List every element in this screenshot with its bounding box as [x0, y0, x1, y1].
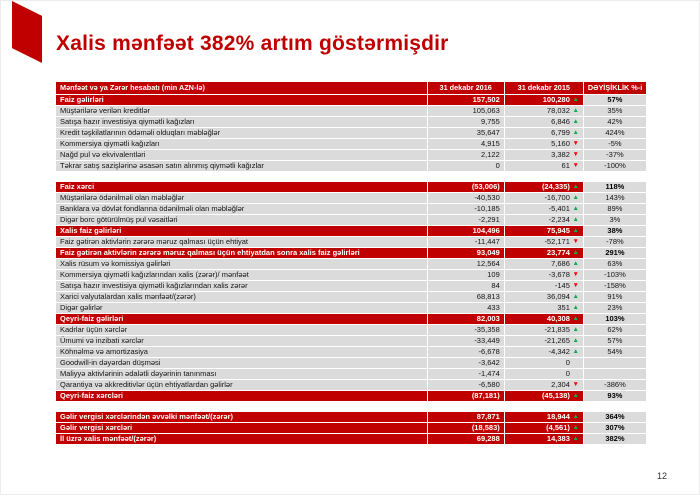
row-label: Kredit təşkilatlarının ödəməli olduqları məbləğlər: [56, 128, 427, 138]
change-arrow-up-icon: ▲: [572, 259, 579, 267]
value-2015: -16,700 ▲: [505, 193, 583, 203]
change-arrow-up-icon: ▲: [572, 193, 579, 201]
value-2015: -21,265 ▲: [505, 336, 583, 346]
value-2016: -6,580: [428, 380, 504, 390]
value-2016: -35,358: [428, 325, 504, 335]
value-2015: (4,561) ▲: [505, 423, 583, 433]
change-arrow-up-icon: ▲: [572, 204, 579, 212]
table-row: [56, 423, 646, 433]
value-2015: 100,280 ▲: [505, 95, 583, 105]
change-arrow-up-icon: ▲: [572, 391, 579, 399]
row-label: Digər borc götürülmüş pul vəsaitləri: [56, 215, 427, 225]
table-row: [56, 237, 646, 247]
value-2016: (53,006): [428, 182, 504, 192]
column-header-2015: 31 dekabr 2015: [505, 82, 583, 94]
change-percent: -5%: [584, 139, 646, 149]
table-row: [56, 391, 646, 401]
row-label: Xarici valyutalardan xalis mənfəət/(zərər): [56, 292, 427, 302]
value-2016: 84: [428, 281, 504, 291]
change-arrow-up-icon: ▲: [572, 292, 579, 300]
row-label: Müştərilərə verilən kreditlər: [56, 106, 427, 116]
table-row: [56, 248, 646, 258]
value-2015: 61 ▼: [505, 161, 583, 171]
table-row: [56, 128, 646, 138]
table-row: [56, 303, 646, 313]
value-2016: -10,185: [428, 204, 504, 214]
change-percent: 57%: [584, 336, 646, 346]
change-arrow-down-icon: ▼: [572, 237, 579, 245]
change-arrow-up-icon: ▲: [572, 106, 579, 114]
change-percent: 42%: [584, 117, 646, 127]
table-row: [56, 259, 646, 269]
column-header-account: Mənfəət və ya Zərər hesabatı (min AZN-lə): [56, 82, 427, 94]
page-title: Xalis mənfəət 382% artım göstərmişdir: [56, 32, 449, 55]
table-header-row: [56, 82, 646, 94]
row-label: Digər gəlirlər: [56, 303, 427, 313]
row-label: Qarantiya və akkreditivlər üçün ehtiyatlardan gəlirlər: [56, 380, 427, 390]
value-2015: -3,678 ▼: [505, 270, 583, 280]
table-row: [56, 292, 646, 302]
value-2015: 75,945 ▲: [505, 226, 583, 236]
table-row: [56, 380, 646, 390]
row-label: Maliyyə aktivlərinin ədalətli dəyərinin tanınması: [56, 369, 427, 379]
row-label: Gəlir vergisi xərcləri: [56, 423, 427, 433]
value-2015: 23,774 ▲: [505, 248, 583, 258]
row-label: Təkrar satış sazişlərinə əsasən satın alınmış qiymətli kağızlar: [56, 161, 427, 171]
change-arrow-up-icon: ▲: [572, 248, 579, 256]
row-label: Ümumi və inzibati xərclər: [56, 336, 427, 346]
value-2015: 6,846 ▲: [505, 117, 583, 127]
table-row: [56, 226, 646, 236]
change-percent: 35%: [584, 106, 646, 116]
table-row: [56, 150, 646, 160]
value-2015: 7,686 ▲: [505, 259, 583, 269]
row-label: Qeyri-faiz xərcləri: [56, 391, 427, 401]
change-percent: 93%: [584, 391, 646, 401]
change-percent: -100%: [584, 161, 646, 171]
change-percent: 424%: [584, 128, 646, 138]
value-2016: 82,003: [428, 314, 504, 324]
value-2016: 69,288: [428, 434, 504, 444]
value-2016: 68,813: [428, 292, 504, 302]
change-percent: [584, 369, 646, 379]
value-2016: -2,291: [428, 215, 504, 225]
change-percent: 63%: [584, 259, 646, 269]
table-row: [56, 325, 646, 335]
change-percent: 3%: [584, 215, 646, 225]
table-row: [56, 281, 646, 291]
value-2016: -6,678: [428, 347, 504, 357]
row-label: İl üzrə xalis mənfəət/(zərər): [56, 434, 427, 444]
change-arrow-up-icon: ▲: [572, 314, 579, 322]
table-row: [56, 314, 646, 324]
change-arrow-down-icon: ▼: [572, 281, 579, 289]
value-2015: -2,234 ▲: [505, 215, 583, 225]
column-header-2016: 31 dekabr 2016: [428, 82, 504, 94]
financial-table: [55, 81, 647, 445]
value-2015: 18,944 ▲: [505, 412, 583, 422]
value-2015: (45,138) ▲: [505, 391, 583, 401]
value-2015: 78,032 ▲: [505, 106, 583, 116]
table-row: [56, 215, 646, 225]
corner-ribbon-icon: [12, 1, 42, 63]
value-2015: 14,383 ▲: [505, 434, 583, 444]
value-2015: 36,094 ▲: [505, 292, 583, 302]
table-row: [56, 161, 646, 171]
change-arrow-up-icon: ▲: [572, 434, 579, 442]
change-percent: 91%: [584, 292, 646, 302]
change-arrow-up-icon: ▲: [572, 347, 579, 355]
change-arrow-down-icon: ▼: [572, 150, 579, 158]
value-2015: 40,308 ▲: [505, 314, 583, 324]
change-arrow-up-icon: ▲: [572, 128, 579, 136]
row-label: Faiz gətirən aktivlərin zərərə məruz qalması üçün ehtiyat: [56, 237, 427, 247]
table-row: [56, 270, 646, 280]
row-label: Kadrlar üçün xərclər: [56, 325, 427, 335]
value-2016: -3,642: [428, 358, 504, 368]
change-arrow-up-icon: ▲: [572, 336, 579, 344]
value-2016: 4,915: [428, 139, 504, 149]
row-label: Faiz xərci: [56, 182, 427, 192]
value-2015: -145 ▼: [505, 281, 583, 291]
page-number: 12: [656, 471, 667, 481]
change-arrow-up-icon: ▲: [572, 423, 579, 431]
change-arrow-down-icon: ▼: [572, 270, 579, 278]
change-percent: 57%: [584, 95, 646, 105]
table-row: [56, 193, 646, 203]
change-percent: 103%: [584, 314, 646, 324]
change-arrow-down-icon: ▼: [572, 139, 579, 147]
row-label: Köhnəlmə və amortizasiya: [56, 347, 427, 357]
value-2016: -11,447: [428, 237, 504, 247]
table-row: [56, 434, 646, 444]
value-2016: 0: [428, 161, 504, 171]
table-row: [56, 369, 646, 379]
change-percent: 54%: [584, 347, 646, 357]
change-percent: 23%: [584, 303, 646, 313]
value-2016: -33,449: [428, 336, 504, 346]
value-2016: (87,181): [428, 391, 504, 401]
row-label: Banklara və dövlət fondlarına ödənilməli olan məbləğlər: [56, 204, 427, 214]
value-2016: 9,755: [428, 117, 504, 127]
change-percent: -386%: [584, 380, 646, 390]
value-2015: -21,835 ▲: [505, 325, 583, 335]
value-2016: -1,474: [428, 369, 504, 379]
table-row: [56, 117, 646, 127]
value-2015: -5,401 ▲: [505, 204, 583, 214]
value-2015: 0: [505, 369, 583, 379]
change-arrow-up-icon: ▲: [572, 215, 579, 223]
table-row: [56, 204, 646, 214]
table-row: [56, 412, 646, 422]
table-row: [56, 106, 646, 116]
table-row: [56, 182, 646, 192]
change-arrow-up-icon: ▲: [572, 303, 579, 311]
table-row: [56, 358, 646, 368]
value-2016: 104,496: [428, 226, 504, 236]
value-2016: 93,049: [428, 248, 504, 258]
row-label: Faiz gətirən aktivlərin zərərə məruz qalması üçün ehtiyatdan sonra xalis faiz gəlirləri: [56, 248, 427, 258]
change-percent: 307%: [584, 423, 646, 433]
income-statement-table-section-2: [55, 181, 647, 402]
change-percent: 62%: [584, 325, 646, 335]
change-percent: -158%: [584, 281, 646, 291]
change-arrow-up-icon: ▲: [572, 325, 579, 333]
change-percent: 143%: [584, 193, 646, 203]
row-label: Kommersiya qiymətli kağızlarından xalis (zərər)/ mənfəət: [56, 270, 427, 280]
change-percent: 118%: [584, 182, 646, 192]
change-percent: -37%: [584, 150, 646, 160]
value-2015: 5,160 ▼: [505, 139, 583, 149]
value-2015: -4,342 ▲: [505, 347, 583, 357]
change-arrow-down-icon: ▼: [572, 380, 579, 388]
value-2016: 2,122: [428, 150, 504, 160]
change-percent: 291%: [584, 248, 646, 258]
row-label: Satışa hazır investisiya qiymətli kağızlarından xalis zərər: [56, 281, 427, 291]
row-label: Nağd pul və ekvivalentləri: [56, 150, 427, 160]
change-arrow-up-icon: ▲: [572, 117, 579, 125]
change-arrow-down-icon: ▼: [572, 161, 579, 169]
row-label: Faiz gəlirləri: [56, 95, 427, 105]
change-arrow-up-icon: ▲: [572, 226, 579, 234]
value-2016: 87,871: [428, 412, 504, 422]
value-2016: 157,502: [428, 95, 504, 105]
table-row: [56, 347, 646, 357]
income-statement-table-section-1: [55, 81, 647, 172]
value-2015: 351 ▲: [505, 303, 583, 313]
row-label: Xalis rüsum və komissiya gəlirləri: [56, 259, 427, 269]
table-row: [56, 139, 646, 149]
change-arrow-up-icon: ▲: [572, 412, 579, 420]
change-percent: -78%: [584, 237, 646, 247]
row-label: Müştərilərə ödənilməli olan məbləğlər: [56, 193, 427, 203]
change-percent: [584, 358, 646, 368]
value-2016: -40,530: [428, 193, 504, 203]
value-2016: 433: [428, 303, 504, 313]
row-label: Goodwill-in dəyərdən düşməsi: [56, 358, 427, 368]
value-2016: 109: [428, 270, 504, 280]
row-label: Satışa hazır investisiya qiymətli kağızları: [56, 117, 427, 127]
change-percent: 364%: [584, 412, 646, 422]
value-2015: (24,335) ▲: [505, 182, 583, 192]
value-2015: 6,799 ▲: [505, 128, 583, 138]
value-2016: (18,583): [428, 423, 504, 433]
income-statement-table-section-3: [55, 411, 647, 445]
value-2015: 2,304 ▼: [505, 380, 583, 390]
change-percent: 382%: [584, 434, 646, 444]
value-2016: 35,647: [428, 128, 504, 138]
change-arrow-up-icon: ▲: [572, 182, 579, 190]
change-percent: 38%: [584, 226, 646, 236]
change-percent: 89%: [584, 204, 646, 214]
value-2015: 3,382 ▼: [505, 150, 583, 160]
row-label: Xalis faiz gəlirləri: [56, 226, 427, 236]
row-label: Kommersiya qiymətli kağızları: [56, 139, 427, 149]
table-row: [56, 95, 646, 105]
row-label: Gəlir vergisi xərclərindən əvvəlki mənfəət/(zərər): [56, 412, 427, 422]
change-percent: -103%: [584, 270, 646, 280]
value-2015: 0: [505, 358, 583, 368]
row-label: Qeyri-faiz gəlirləri: [56, 314, 427, 324]
value-2016: 105,063: [428, 106, 504, 116]
value-2015: -52,171 ▼: [505, 237, 583, 247]
value-2016: 12,564: [428, 259, 504, 269]
table-row: [56, 336, 646, 346]
column-header-change: DƏYİŞİKLİK %-i: [584, 82, 646, 94]
change-arrow-up-icon: ▲: [572, 95, 579, 103]
